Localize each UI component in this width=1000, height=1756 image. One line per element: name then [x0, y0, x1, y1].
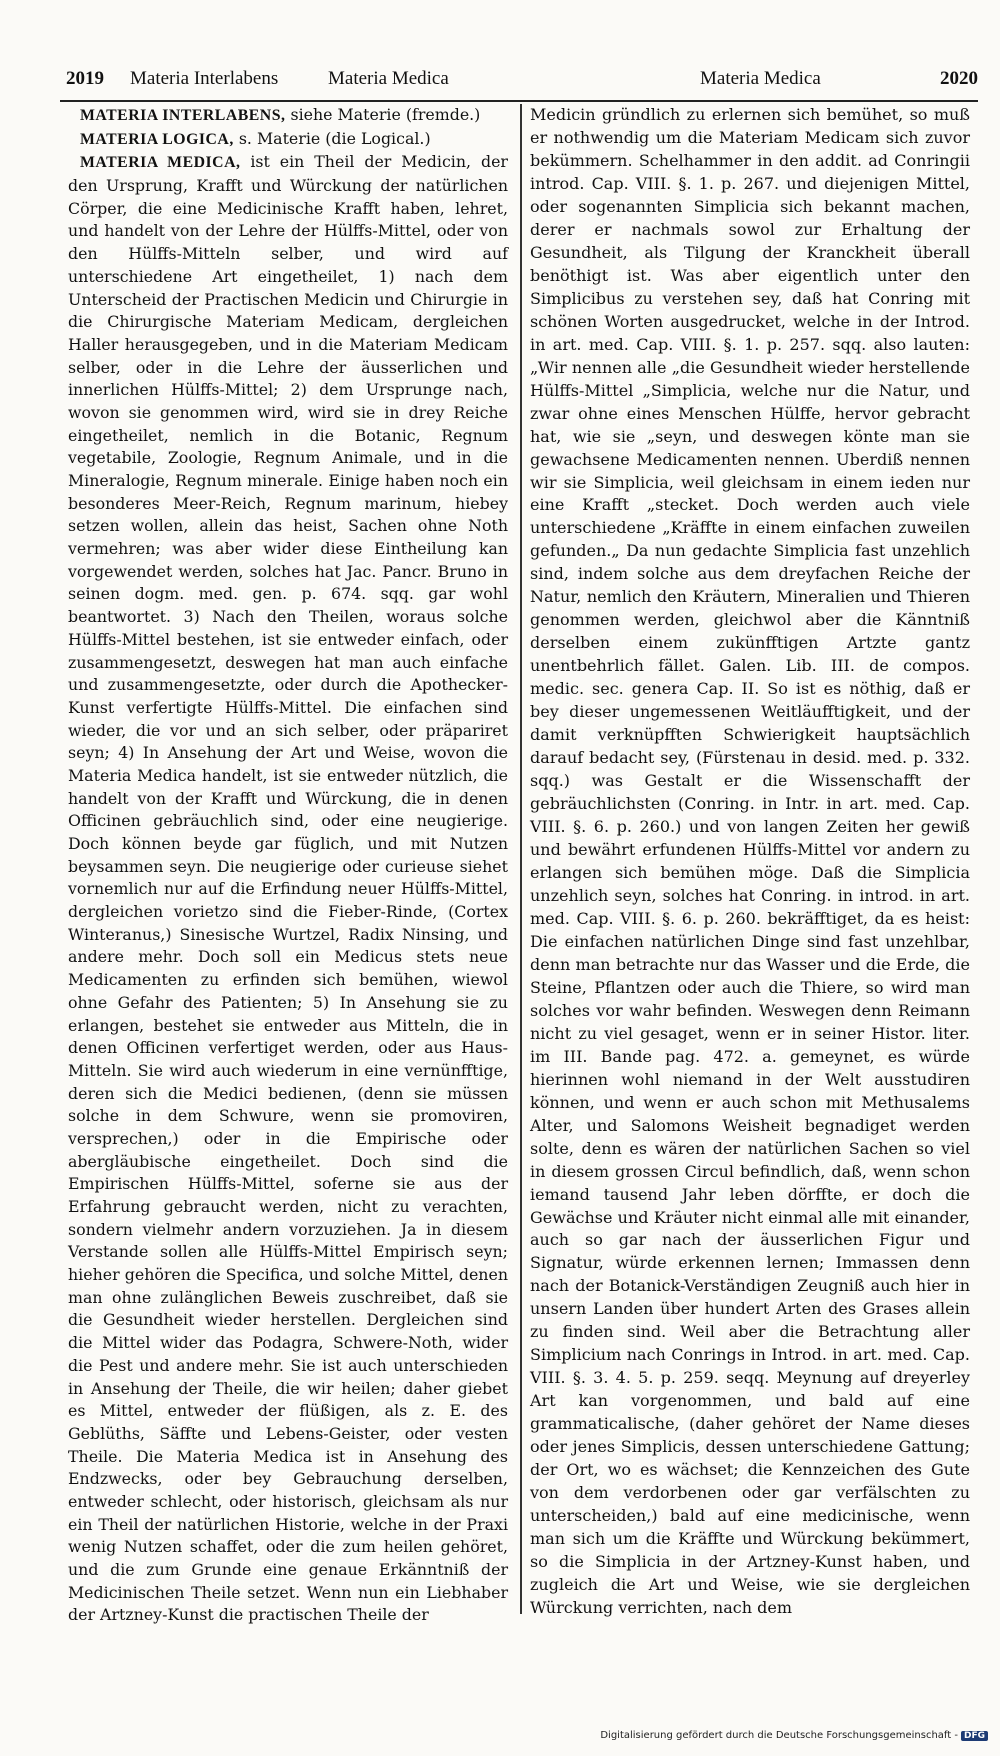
entry-continuation — [530, 104, 970, 1620]
entry-headword: MATERIA INTERLABENS, — [80, 107, 286, 124]
running-header — [60, 62, 978, 100]
entry-text: siehe Materie (fremde.) — [290, 105, 481, 124]
entry-text: s. Materie (die Logical.) — [238, 128, 431, 148]
left-page-number: 2019 — [66, 68, 104, 89]
entry-headword: MATERIA MEDICA, — [80, 154, 241, 172]
entry-text: ist ein Theil der Medicin, der den Ursprung, Krafft und Würckung der natürlichen Cörper, die eine Medicinische Krafft haben, lehret, und handelt von der Lehre der Hülffs-Mittel, oder von den Hülffs-Mitteln selber, und wird auf unterschiedene Art eingetheilet, 1) nach dem Unterscheid der Practischen Medicin und Chirurgie in die Chirurgische Materiam Medicam, dergleichen Haller herausgegeben, und in die Materiam Medicam selber, oder in die Lehre der äusserlichen und innerlichen Hülffs-Mittel; 2) dem Ursprunge nach, wovon sie genommen wird, wird sie in drey Reiche eingetheilet, nemlich in die Botanic, Regnum vegetabile, Zoologie, Regnum Animale, und in die Mineralogie, Regnum minerale. Einige haben noch ein besonderes Meer-Reich, Regnum marinum, hiebey setzen wollen, allein das heist, Sachen ohne Noth vermehren; was aber wider diese Eintheilung kan vorgewendet werden, solches hat Jac. Pancr. Bruno in seinen dogm. med. gen. p. 674. sqq. gar wohl beantwortet. 3) Nach den Theilen, woraus solche Hülffs-Mittel bestehen, ist sie entweder einfach, oder zusammengesetzt, deswegen hat man auch einfache und zusammengesetzte, oder durch die Apothecker-Kunst verfertigte Hülffs-Mittel. Die einfachen sind wieder, die vor und an sich selber, oder präpariret seyn; 4) In Ansehung der Art und Weise, wovon die Materia Medica handelt, ist sie entweder nützlich, die handelt von der Krafft und Würckung, die in denen Officinen gebräuchlich sind, oder eine neugierige. Doch können beyde gar füglich, und mit Nutzen beysammen seyn. Die neugierige oder curieuse siehet vornemlich nur auf die Erfindung neuer Hülffs-Mittel, dergleichen vorietzo sind die Fieber-Rinde, (Cortex Winteranus,) Sinesische Wurtzel, Radix Ninsing, und andere mehr. Doch soll ein Medicus stets neue Medicamenten zu erfinden sich bemühen, wiewol ohne Gefahr des Patienten; 5) In Ansehung sie zu erlangen, bestehet sie entweder aus Mitteln, die in denen Officinen verfertiget werden, oder aus Haus-Mitteln. Sie wird auch wiederum in eine vernünfftige, deren sich die Medici bedienen, (denn sie müssen solche in dem Schwure, wenn sie promoviren, versprechen,) oder in die Empirische oder abergläubische eingetheilet. Doch sind die Empirischen Hülffs-Mittel, soferne sie aus der Erfahrung gebraucht werden, nicht zu verachten, sondern vielmehr andern vorzuziehen. Ja in diesem Verstande sollen alle Hülffs-Mittel Empirisch seyn; hieher gehören die Specifica, und solche Mittel, denen man ohne zulänglichen Beweis zuschreibet, daß sie die Gesundheit wieder herstellen. Dergleichen sind die Mittel wider das Podagra, Schwere-Noth, wider die Pest und andere mehr. Sie ist auch unterschieden in Ansehung der Theile, die wir heilen; daher giebet es Mittel, entweder der flüßigen, als z. E. des Geblüths, Säffte und Lebens-Geister, oder vesten Theile. Die Materia Medica ist in Ansehung des Endzwecks, oder bey Gebrauchung derselben, entweder schlecht, oder historisch, gleichsam als nur ein Theil der natürlichen Historie, welche in der Praxi wenig Nutzen schaffet, oder die zum heilen gehöret, und die zum Grunde eine genaue Erkänntniß der Medicinischen Theile setzet. Wenn nun ein Liebhaber der Artzney-Kunst die practischen Theile der — [68, 152, 508, 1625]
right-heading: Materia Medica — [700, 68, 821, 89]
left-column — [68, 104, 508, 1660]
entry-headword: MATERIA LOGICA, — [80, 130, 234, 148]
left-heading-second: Materia Medica — [328, 68, 449, 89]
column-divider — [520, 104, 522, 1614]
footer-text: Digitalisierung gefördert durch die Deutsche Forschungsgemeinschaft - — [600, 1730, 958, 1741]
entry-materia-interlabens — [68, 104, 508, 128]
entry-materia-logica — [68, 128, 508, 152]
digitization-footer — [600, 1730, 988, 1741]
entry-materia-medica — [68, 151, 508, 1627]
dfg-logo: DFG — [961, 1731, 988, 1741]
right-column — [530, 104, 970, 1660]
header-rule — [60, 100, 978, 102]
left-heading-first: Materia Interlabens — [130, 68, 279, 89]
right-page-number: 2020 — [940, 68, 978, 89]
entry-text: Medicin gründlich zu erlernen sich bemühet, so muß er nothwendig um die Materiam Medicam sich zuvor bekümmern. Schelhammer in den addit. ad Conringii introd. Cap. VIII. §. 1. p. 267. und diejenigen Mittel, oder sogenannten Simplicia sich bekannt machen, derer er nachmals sowol zur Erhaltung der Gesundheit, als Tilgung der Kranckheit überall benöthigt ist. Was aber eigentlich unter den Simplicibus zu verstehen sey, daß hat Conring mit schönen Worten ausgedrucket, welche in der Introd. in art. med. Cap. VIII. §. 1. p. 257. sqq. also lauten: „Wir nennen alle „die Gesundheit wieder herstellende Hülffs-Mittel „Simplicia, welche nur die Natur, und zwar ohne eines Menschen Hülffe, hervor gebracht hat, wie sie „seyn, und deswegen könte man sie gewachsene Medicamenten nennen. Uberdiß nennen wir sie Simplicia, weil gleichsam in einem ieden nur eine Krafft „stecket. Doch werden auch viele unterschiedene „Kräffte in einem einfachen zuweilen gefunden.„ Da nun gedachte Simplicia fast unzehlich sind, indem solche aus dem dreyfachen Reiche der Natur, nemlich den Kräutern, Mineralien und Thieren genommen werden, gleichwol aber die Känntniß derselben einem zukünfftigen Artzte gantz unentbehrlich fället. Galen. Lib. III. de compos. medic. sec. genera Cap. II. So ist es nöthig, daß er bey dieser ungemessenen Weitläufftigkeit, und der damit verknüpfften Schwierigkeit hauptsächlich darauf bedacht sey, (Fürstenau in desid. med. p. 332. sqq.) was Gestalt er die Wissenschafft der gebräuchlichsten (Conring. in Intr. in art. med. Cap. VIII. §. 6. p. 260.) und von langen Zeiten her gewiß und bewährt erfundenen Hülffs-Mittel vor andern zu erlangen sich bemühen möge. Daß die Simplicia unzehlich seyn, solches hat Conring. in introd. in art. med. Cap. VIII. §. 6. p. 260. bekräfftiget, da es heist: Die einfachen natürlichen Dinge sind fast unzehlbar, denn man betrachte nur das Wasser und die Erde, die Steine, Pflantzen oder auch die Thiere, so wird man solches vor wahr befinden. Weswegen denn Reimann nicht zu viel gesaget, wenn er in seiner Histor. liter. im III. Bande pag. 472. a. gemeynet, es würde hierinnen wohl niemand in der Welt ausstudiren können, und wenn er auch schon mit Methusalems Alter, und Salomons Weisheit begnadiget werden solte, denn es wären der natürlichen Sachen so viel in diesem grossen Circul befindlich, daß, wenn schon iemand tausend Jahr leben dörffte, er doch die Gewächse und Kräuter nicht einmal alle mit einander, auch so gar nach der äusserlichen Figur und Signatur, würde erkennen lernen; Immassen denn nach der Botanick-Verständigen Zeugniß auch hier in unsern Landen über hundert Arten des Grases allein zu finden sind. Weil aber die Betrachtung aller Simplicium nach Conrings in Introd. in art. med. Cap. VIII. §. 3. 4. 5. p. 259. seqq. Meynung auf dreyerley Art kan vorgenommen, und bald auf eine grammaticalische, (daher gehöret der Name dieses oder jenes Simplicis, dessen unterschiedene Gattung; der Ort, wo es wächset; die Kennzeichen des Gute von dem verdorbenen oder gar verfälschten zu unterscheiden,) bald auf eine medicinische, wenn man sich um die Kräffte und Würckung bekümmert, so die Simplicia in der Artzney-Kunst haben, und zugleich die Art und Weise, wie sie dergleichen Würckung verrichten, nach dem — [530, 105, 970, 1617]
